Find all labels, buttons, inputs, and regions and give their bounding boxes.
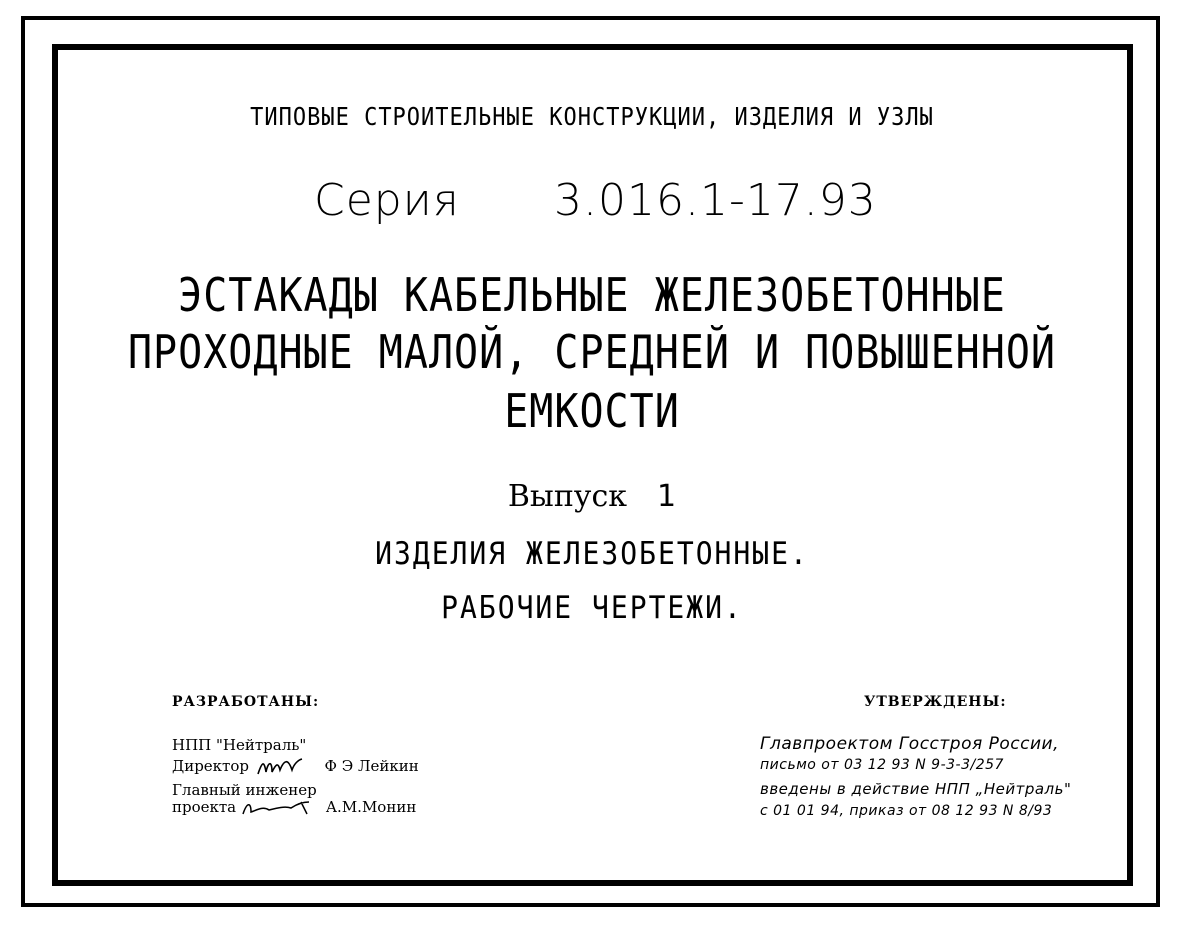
approved-heading: УТВЕРЖДЕНЫ:	[864, 694, 1007, 710]
director-role: Директор	[172, 757, 249, 775]
part-line-1: ИЗДЕЛИЯ ЖЕЛЕЗОБЕТОННЫЕ.	[375, 535, 809, 572]
part-line-2: РАБОЧИЕ ЧЕРТЕЖИ.	[441, 589, 743, 626]
title-line-2: ПРОХОДНЫЕ МАЛОЙ, СРЕДНЕЙ И ПОВЫШЕННОЙ	[127, 326, 1057, 380]
document-header: ТИПОВЫЕ СТРОИТЕЛЬНЫЕ КОНСТРУКЦИИ, ИЗДЕЛИЯ И УЗЛЫ	[250, 103, 934, 132]
developer-organization: НПП "Нейтраль"	[172, 736, 307, 754]
series-number: 3.016.1-17.93	[554, 175, 877, 226]
director-signature-icon	[254, 756, 306, 778]
developed-block	[172, 694, 419, 816]
chief-engineer-name: А.М.Монин	[325, 798, 417, 816]
developed-heading: РАЗРАБОТАНЫ:	[172, 694, 320, 710]
issue-number: 1	[657, 479, 677, 514]
chief-engineer-signature-icon	[241, 798, 317, 818]
issue-row	[0, 479, 1184, 514]
title-line-1: ЭСТАКАДЫ КАБЕЛЬНЫЕ ЖЕЛЕЗОБЕТОННЫЕ	[178, 269, 1006, 323]
approved-line-3: введены в действие НПП „Нейтраль"	[760, 780, 1072, 798]
approved-line-4: с 01 01 94, приказ от 08 12 93 N 8/93	[760, 803, 1053, 819]
chief-engineer-role-1: Главный инженер	[172, 781, 317, 799]
approved-line-1: Главпроектом Госстроя России,	[760, 734, 1059, 754]
director-name: Ф Э Лейкин	[324, 757, 419, 775]
title-line-3: ЕМКОСТИ	[504, 385, 680, 439]
series-row	[0, 175, 1184, 231]
series-label: Серия	[314, 175, 460, 226]
approved-line-2: письмо от 03 12 93 N 9-3-3/257	[760, 757, 1004, 773]
chief-engineer-line	[172, 798, 416, 818]
chief-engineer-role-2: проекта	[172, 798, 237, 816]
director-line	[172, 756, 419, 778]
issue-label: Выпуск	[507, 479, 628, 514]
